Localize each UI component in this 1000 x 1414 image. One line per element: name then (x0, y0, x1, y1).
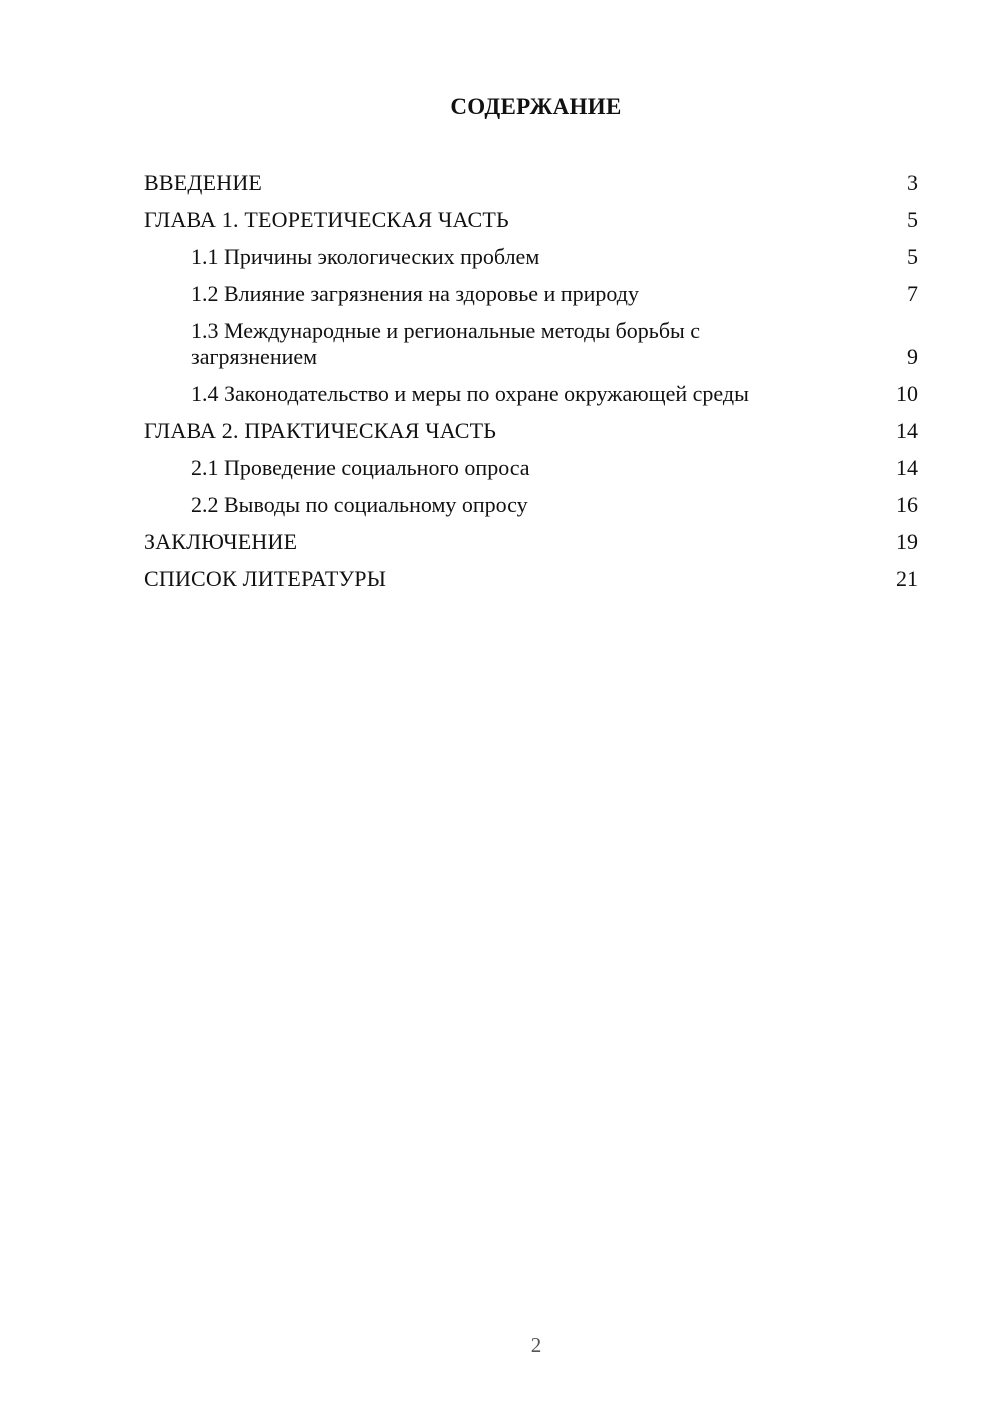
toc-title: СОДЕРЖАНИЕ (450, 94, 622, 119)
toc-entry-label: ГЛАВА 1. ТЕОРЕТИЧЕСКАЯ ЧАСТЬ (144, 207, 509, 232)
toc-entry-section-1-4[interactable] (144, 381, 918, 407)
toc-entry-bibliography[interactable] (144, 566, 918, 592)
toc-entry-label: 1.4 Законодательство и меры по охране окружающей среды (191, 381, 749, 406)
toc-entry-page: 7 (907, 281, 918, 306)
toc-entry-page: 3 (907, 170, 918, 195)
toc-entry-section-2-2[interactable] (144, 492, 918, 518)
table-of-contents (144, 170, 918, 592)
toc-entry-chapter-2[interactable] (144, 418, 918, 444)
toc-entry-label: 1.1 Причины экологических проблем (191, 244, 540, 269)
toc-entry-conclusion[interactable] (144, 529, 918, 555)
toc-entry-section-2-1[interactable] (144, 455, 918, 481)
toc-entry-page: 5 (907, 207, 918, 232)
toc-entry-label: ЗАКЛЮЧЕНИЕ (144, 529, 298, 554)
toc-entry-chapter-1[interactable] (144, 207, 918, 233)
toc-entry-label: 2.1 Проведение социального опроса (191, 455, 530, 480)
toc-entry-section-1-3[interactable] (144, 318, 918, 370)
toc-entry-label: 1.2 Влияние загрязнения на здоровье и природу (191, 281, 639, 306)
toc-entry-page: 14 (896, 455, 918, 480)
page-number: 2 (530, 1333, 542, 1357)
toc-entry-introduction[interactable] (144, 170, 918, 196)
toc-entry-label: 2.2 Выводы по социальному опросу (191, 492, 528, 517)
toc-entry-label: ВВЕДЕНИЕ (144, 170, 263, 195)
toc-entry-page: 10 (896, 381, 918, 406)
toc-entry-label: 1.3 Международные и региональные методы борьбы с загрязнением (191, 318, 701, 369)
toc-entry-label: ГЛАВА 2. ПРАКТИЧЕСКАЯ ЧАСТЬ (144, 418, 497, 443)
toc-entry-page: 19 (896, 529, 918, 554)
toc-entry-page: 16 (896, 492, 918, 517)
toc-entry-page: 21 (896, 566, 918, 591)
toc-entry-page: 9 (907, 344, 918, 369)
toc-entry-section-1-1[interactable] (144, 244, 918, 270)
toc-entry-page: 5 (907, 244, 918, 269)
toc-entry-page: 14 (896, 418, 918, 443)
toc-entry-section-1-2[interactable] (144, 281, 918, 307)
toc-entry-label: СПИСОК ЛИТЕРАТУРЫ (144, 566, 387, 591)
